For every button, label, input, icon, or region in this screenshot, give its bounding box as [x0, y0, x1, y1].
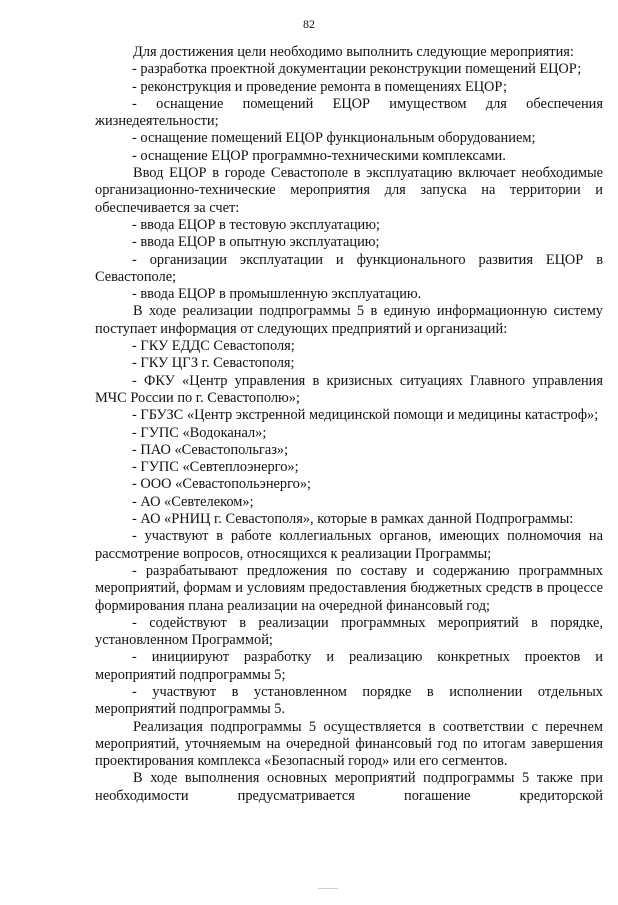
paragraph: В ходе выполнения основных мероприятий подпрограммы 5 также при необходимости предусматривается погашение кредиторской: [95, 770, 603, 804]
list-item: - реконструкция и проведение ремонта в помещениях ЕЦОР;: [132, 78, 507, 95]
list-item: - ввода ЕЦОР в промышленную эксплуатацию.: [132, 286, 422, 303]
scan-artifact: [318, 888, 338, 889]
list-item: - ФКУ «Центр управления в кризисных ситуациях Главного управления МЧС России по г. Севастополю»;: [95, 372, 603, 406]
list-item: - ПАО «Севастопольгаз»;: [132, 441, 289, 458]
list-item: - оснащение ЕЦОР программно-техническими комплексами.: [132, 147, 506, 164]
list-item: - организации эксплуатации и функционального развития ЕЦОР в Севастополе;: [95, 251, 603, 285]
list-item: - ГБУЗС «Центр экстренной медицинской помощи и медицины катастроф»;: [132, 407, 599, 424]
list-item: - ООО «Севастопольэнерго»;: [132, 476, 312, 493]
paragraph: Ввод ЕЦОР в городе Севастополе в эксплуатацию включает необходимые организационно-технические мероприятия для запуска на территории и обеспечивается за счет:: [95, 165, 603, 216]
document-body: [95, 44, 603, 805]
list-item: - АО «Севтелеком»;: [132, 493, 254, 510]
list-item: - ГУПС «Севтеплоэнерго»;: [132, 459, 299, 476]
list-item: - участвуют в установленном порядке в исполнении отдельных мероприятий подпрограммы 5.: [95, 683, 603, 718]
list-item: - ГУПС «Водоканал»;: [132, 424, 267, 441]
list-item: - содействуют в реализации программных мероприятий в порядке, установленном Программой;: [95, 614, 603, 649]
list-item: - АО «РНИЦ г. Севастополя», которые в рамках данной Подпрограммы:: [132, 511, 574, 528]
page-number: 82: [303, 17, 315, 31]
list-item: - ввода ЕЦОР в тестовую эксплуатацию;: [132, 216, 381, 233]
list-item: - ГКУ ЕДДС Севастополя;: [132, 338, 295, 355]
paragraph: В ходе реализации подпрограммы 5 в единую информационную систему поступает информация от следующих предприятий и организаций:: [95, 303, 603, 337]
list-item: - оснащение помещений ЕЦОР имуществом для обеспечения жизнедеятельности;: [95, 95, 603, 130]
list-item: - разработка проектной документации реконструкции помещений ЕЦОР;: [132, 61, 582, 78]
list-item: - ГКУ ЦГЗ г. Севастополя;: [132, 355, 295, 372]
paragraph: Реализация подпрограммы 5 осуществляется в соответствии с перечнем мероприятий, уточняемым на очередной финансовый год по итогам завершения проектирования комплекса «Безопасный город» или его сегментов.: [95, 718, 603, 770]
list-item: - инициируют разработку и реализацию конкретных проектов и мероприятий подпрограммы 5;: [95, 649, 603, 683]
paragraph: Для достижения цели необходимо выполнить следующие мероприятия:: [133, 44, 574, 60]
list-item: - разрабатывают предложения по составу и содержанию программных мероприятий, формам и условиям предоставления бюджетных средств в процессе формирования плана реализации на очередной финансовый год;: [95, 562, 603, 614]
list-item: - участвуют в работе коллегиальных органов, имеющих полномочия на рассмотрение вопросов, относящихся к реализации Программы;: [95, 528, 603, 562]
list-item: - ввода ЕЦОР в опытную эксплуатацию;: [132, 234, 380, 251]
list-item: - оснащение помещений ЕЦОР функциональным оборудованием;: [132, 130, 536, 147]
